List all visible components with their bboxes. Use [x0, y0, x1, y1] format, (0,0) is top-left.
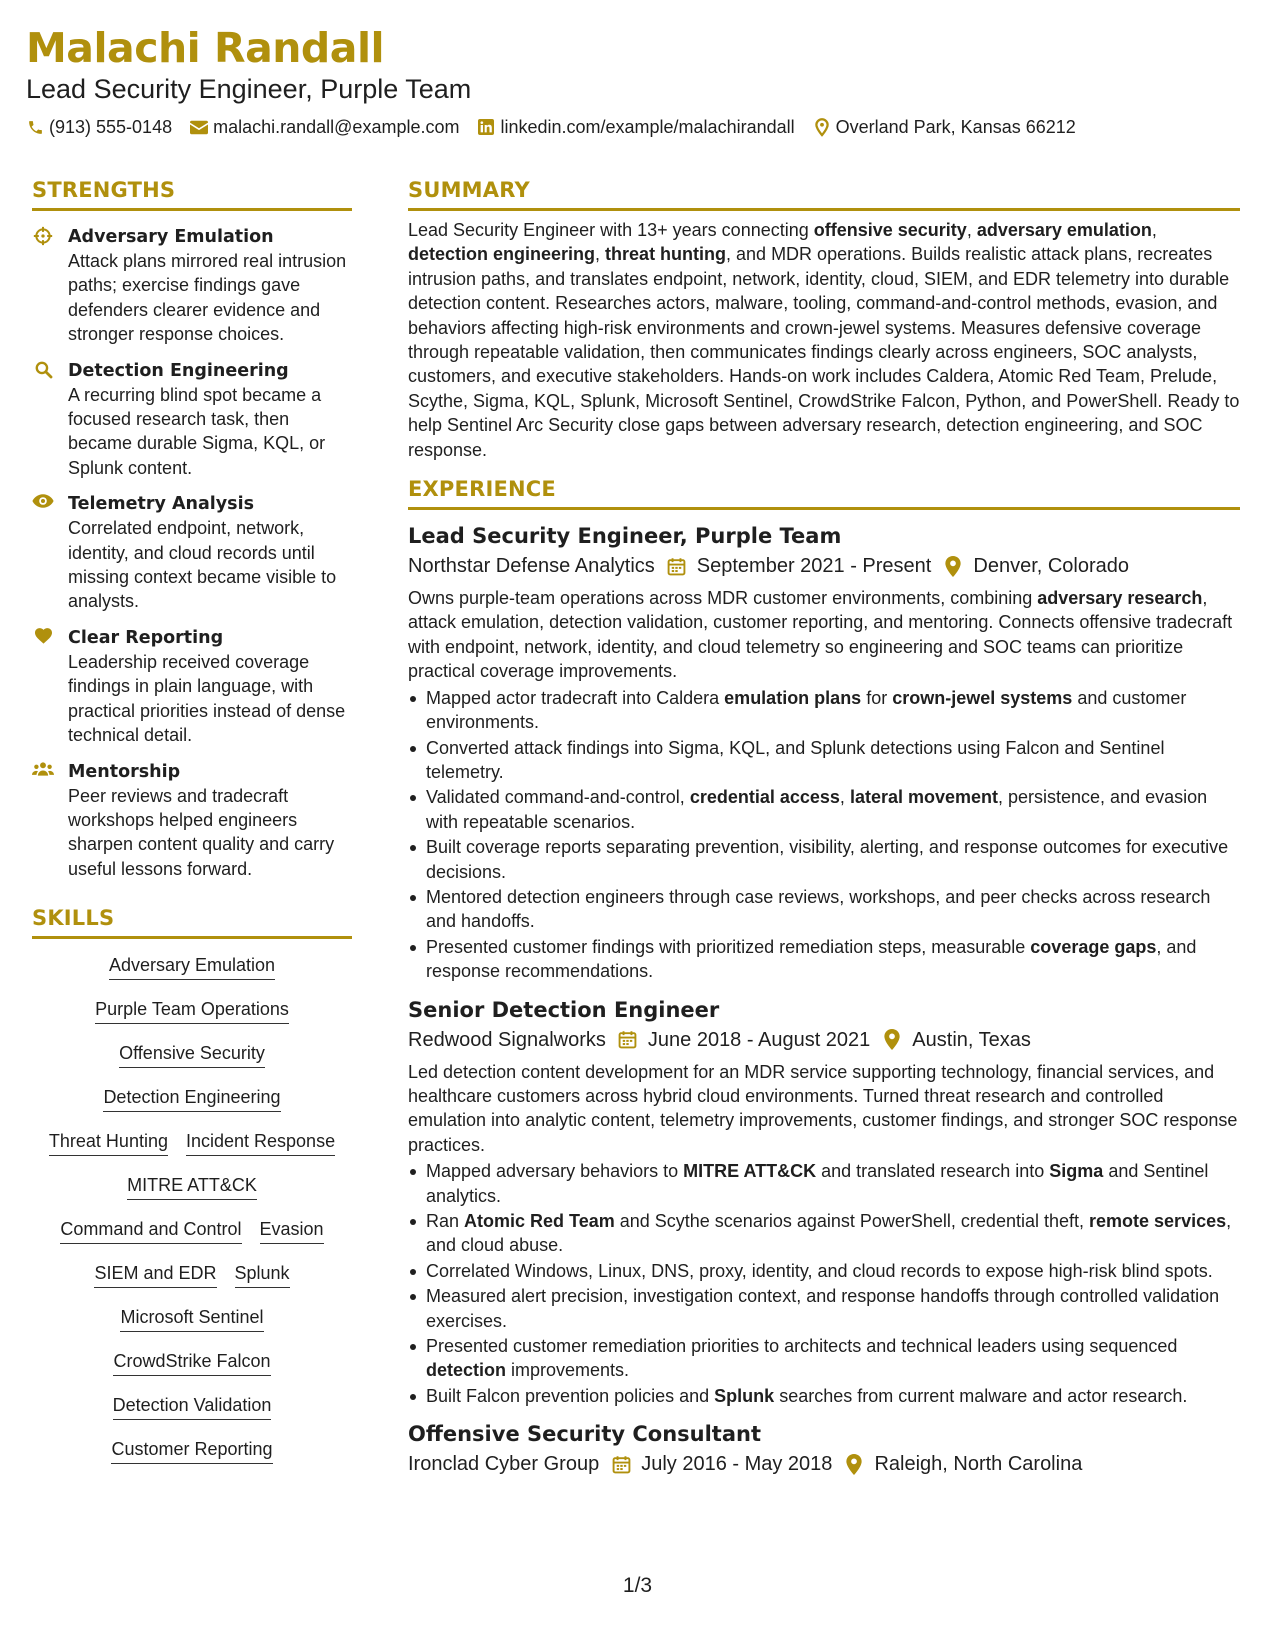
job-dates: July 2016 - May 2018 — [641, 1453, 833, 1476]
strength-description: Correlated endpoint, network, identity, and cloud records until missing context became visible to analysts. — [68, 518, 337, 612]
text-run: Correlated Windows, Linux, DNS, proxy, identity, and cloud records to expose high-risk blind spots. — [426, 1260, 1213, 1281]
text-run: Built coverage reports separating prevention, visibility, alerting, and response outcomes for executive decisions. — [426, 837, 1229, 882]
skill-row — [32, 1041, 352, 1068]
left-column — [32, 175, 352, 1481]
skill-tag: Evasion — [260, 1217, 324, 1244]
search-icon — [32, 360, 54, 382]
bullet-item — [408, 1384, 1240, 1408]
company-name: Northstar Defense Analytics — [408, 555, 655, 578]
job-location: Raleigh, North Carolina — [874, 1453, 1083, 1476]
strengths-list — [32, 225, 352, 881]
job-meta — [408, 552, 1240, 580]
skill-tag: Offensive Security — [119, 1041, 265, 1068]
strength-title: Mentorship — [68, 761, 181, 782]
map-pin-icon — [943, 556, 963, 576]
calendar-icon — [611, 1454, 631, 1474]
emphasized-text: MITRE ATT&CK — [683, 1161, 817, 1182]
summary-heading: SUMMARY — [408, 175, 1240, 211]
phone-icon — [26, 118, 44, 136]
summary-text — [408, 218, 1240, 462]
strength-item — [32, 359, 352, 481]
text-run: , attack emulation, detection validation, customer reporting, and mentoring. Connects offensive tradecraft with endpoint, network, identity, and cloud telemetry so engineering and SOC teams can prioritize practical coverage improvements. — [408, 588, 1233, 682]
text-run: Mapped adversary behaviors to — [426, 1161, 684, 1182]
job-description — [408, 586, 1240, 684]
text-run: and Sentinel analytics. — [426, 1161, 1209, 1206]
job-entry — [408, 1420, 1240, 1478]
text-run: and translated research into — [816, 1161, 1050, 1182]
emphasized-text: credential access — [689, 787, 840, 808]
strength-title: Telemetry Analysis — [68, 494, 254, 515]
job-entry — [408, 522, 1240, 984]
contact-linkedin[interactable] — [477, 116, 794, 138]
right-column — [408, 175, 1240, 1478]
job-meta — [408, 1026, 1240, 1054]
text-run: and Scythe scenarios against PowerShell, credential theft, — [614, 1211, 1090, 1231]
eye-icon — [32, 493, 54, 515]
company-name: Redwood Signalworks — [408, 1028, 606, 1051]
skill-tag: Incident Response — [186, 1129, 335, 1156]
skill-row — [32, 1173, 352, 1200]
map-pin-icon — [844, 1454, 864, 1474]
calendar-icon — [667, 556, 687, 576]
skill-tag: Adversary Emulation — [109, 953, 275, 980]
envelope-icon — [190, 118, 208, 136]
skill-tag: Purple Team Operations — [95, 997, 289, 1024]
map-pin-icon — [813, 118, 831, 136]
linkedin-link[interactable]: linkedin.com/example/malachirandall — [500, 117, 795, 137]
text-run: Mapped actor tradecraft into Caldera — [426, 687, 725, 708]
text-run: , — [595, 244, 606, 265]
bullet-item — [408, 1334, 1240, 1383]
contact-phone — [26, 116, 172, 138]
text-run: , — [966, 220, 977, 240]
skill-row — [32, 1085, 352, 1112]
text-run: , and MDR operations. Builds realistic attack plans, recreates intrusion paths, and translates endpoint, network, identity, cloud, SIEM, and EDR telemetry into durable detection content. Researches actors, malware, tooling, command-and-control methods, evasion, and behaviors affecting high-risk environments and crown-jewel systems. Measures defensive coverage through repeatable validation, then communicates findings clearly across engineers, SOC analysts, customers, and executive stakeholders. Hands-on work includes Caldera, Atomic Red Team, Prelude, Scythe, Sigma, KQL, Splunk, Microsoft Sentinel, CrowdStrike Falcon, Python, and PowerShell. Ready to help Sentinel Arc Security close gaps between adversary research, detection engineering, and SOC response. — [408, 244, 1240, 460]
skill-tag: SIEM and EDR — [94, 1261, 216, 1288]
skill-row — [32, 1393, 352, 1420]
skill-row — [32, 1437, 352, 1464]
candidate-role: Lead Security Engineer, Purple Team — [26, 74, 472, 104]
strength-description: A recurring blind spot became a focused research task, then became durable Sigma, KQL, or Splunk content. — [68, 384, 326, 478]
skill-tag: Detection Engineering — [103, 1085, 280, 1112]
strength-item — [32, 626, 352, 748]
strength-item — [32, 225, 352, 347]
strength-description: Attack plans mirrored real intrusion paths; exercise findings gave defenders clearer evidence and stronger response choices. — [68, 251, 347, 345]
resume-header — [26, 24, 1246, 138]
skill-tag: Splunk — [235, 1261, 290, 1288]
skill-tag: MITRE ATT&CK — [127, 1173, 257, 1200]
job-entry — [408, 996, 1240, 1409]
emphasized-text: adversary research — [1037, 588, 1203, 609]
strength-description: Leadership received coverage findings in plain language, with practical priorities instead of dense technical detail. — [68, 651, 346, 746]
job-dates: June 2018 - August 2021 — [647, 1028, 871, 1051]
company-name: Ironclad Cyber Group — [408, 1453, 600, 1476]
skill-tag: Command and Control — [60, 1217, 241, 1244]
emphasized-text: crown-jewel systems — [892, 687, 1073, 708]
calendar-icon — [618, 1030, 638, 1050]
text-run: , — [1151, 220, 1157, 240]
bullet-item — [408, 1159, 1240, 1208]
emphasized-text: emulation plans — [724, 687, 862, 708]
contact-location — [813, 116, 1076, 138]
job-title: Offensive Security Consultant — [408, 1422, 761, 1447]
skill-row — [32, 1129, 352, 1156]
text-run: Lead Security Engineer with 13+ years connecting — [408, 220, 814, 240]
strength-item — [32, 492, 352, 614]
skill-row — [32, 1217, 352, 1244]
crosshair-icon — [32, 226, 54, 248]
bullet-item — [408, 885, 1240, 934]
emphasized-text: detection engineering — [408, 244, 596, 265]
text-run: Validated command-and-control, — [426, 787, 690, 808]
emphasized-text: remote services — [1089, 1211, 1227, 1231]
emphasized-text: Splunk — [714, 1385, 775, 1406]
emphasized-text: threat hunting — [605, 244, 727, 265]
strength-title: Clear Reporting — [68, 627, 224, 648]
emphasized-text: Atomic Red Team — [464, 1211, 615, 1231]
bullet-item — [408, 935, 1240, 984]
skill-row — [32, 1349, 352, 1376]
skills-list — [32, 953, 352, 1464]
job-location: Denver, Colorado — [973, 555, 1130, 578]
phone-text: (913) 555-0148 — [49, 117, 173, 137]
email-link[interactable]: malachi.randall@example.com — [213, 117, 460, 137]
location-text: Overland Park, Kansas 66212 — [835, 117, 1076, 137]
emphasized-text: offensive security — [813, 220, 967, 240]
users-icon — [32, 761, 54, 783]
contact-bar — [26, 116, 1246, 138]
text-run: Measured alert precision, investigation context, and response handoffs through controlled validation exercises. — [426, 1286, 1220, 1331]
skill-tag: Customer Reporting — [111, 1437, 272, 1464]
text-run: Presented customer remediation priorities to architects and technical leaders using sequenced — [426, 1336, 1178, 1357]
bullet-item — [408, 1284, 1240, 1333]
skill-tag: CrowdStrike Falcon — [113, 1349, 270, 1376]
bullet-item — [408, 1209, 1240, 1258]
skill-tag: Threat Hunting — [49, 1129, 168, 1156]
emphasized-text: Sigma — [1049, 1161, 1104, 1182]
job-description — [408, 1060, 1240, 1158]
text-run: Presented customer findings with prioritized remediation steps, measurable — [426, 936, 1031, 957]
text-run: Converted attack findings into Sigma, KQL, and Splunk detections using Falcon and Sentinel telemetry. — [426, 737, 1165, 782]
text-run: Owns purple-team operations across MDR customer environments, combining — [408, 588, 1038, 609]
text-run: improvements. — [506, 1360, 630, 1381]
text-run: , — [839, 787, 850, 808]
emphasized-text: coverage gaps — [1030, 936, 1157, 957]
strengths-heading: STRENGTHS — [32, 175, 352, 211]
bullet-item — [408, 835, 1240, 884]
bullet-item — [408, 686, 1240, 735]
text-run: , and cloud abuse. — [426, 1211, 1232, 1256]
strength-title: Detection Engineering — [68, 360, 289, 381]
map-pin-icon — [882, 1030, 902, 1050]
emphasized-text: adversary emulation — [976, 220, 1152, 240]
text-run: and customer environments. — [426, 687, 1187, 733]
text-run: , persistence, and evasion with repeatable scenarios. — [426, 787, 1208, 832]
job-title: Senior Detection Engineer — [408, 997, 720, 1022]
skill-row — [32, 1261, 352, 1288]
contact-email[interactable] — [190, 116, 459, 138]
text-run: , and response recommendations. — [426, 936, 1197, 982]
bullet-item — [408, 785, 1240, 834]
jobs-list — [408, 522, 1240, 1478]
emphasized-text: lateral movement — [849, 787, 998, 808]
strength-item — [32, 760, 352, 882]
experience-heading: EXPERIENCE — [408, 474, 1240, 510]
text-run: Built Falcon prevention policies and — [426, 1385, 715, 1406]
candidate-name: Malachi Randall — [26, 24, 385, 72]
text-run: Ran — [426, 1211, 465, 1231]
job-bullets — [408, 686, 1240, 984]
bullet-item — [408, 736, 1240, 785]
text-run: searches from current malware and actor research. — [774, 1385, 1188, 1406]
text-run: Led detection content development for an MDR service supporting technology, financial services, and healthcare customers across hybrid cloud environments. Turned threat research and controlled emulation into analytic content, telemetry improvements, customer findings, and stronger SOC response practices. — [408, 1061, 1238, 1155]
job-title: Lead Security Engineer, Purple Team — [408, 524, 842, 549]
skills-heading: SKILLS — [32, 903, 352, 939]
skill-row — [32, 953, 352, 980]
skill-row — [32, 1305, 352, 1332]
skill-row — [32, 997, 352, 1024]
job-bullets — [408, 1159, 1240, 1408]
job-dates: September 2021 - Present — [696, 555, 932, 578]
page-number: 1/3 — [622, 1574, 653, 1597]
text-run: for — [861, 687, 893, 708]
skill-tag: Detection Validation — [113, 1393, 272, 1420]
job-meta — [408, 1450, 1240, 1478]
job-location: Austin, Texas — [912, 1028, 1031, 1051]
linkedin-icon — [477, 118, 495, 136]
emphasized-text: detection — [426, 1360, 507, 1381]
skill-tag: Microsoft Sentinel — [120, 1305, 263, 1332]
heart-icon — [32, 627, 54, 649]
text-run: Mentored detection engineers through case reviews, workshops, and peer checks across research and handoffs. — [426, 886, 1211, 932]
strength-description: Peer reviews and tradecraft workshops helped engineers sharpen content quality and carry useful lessons forward. — [68, 785, 335, 879]
bullet-item — [408, 1259, 1240, 1283]
strength-title: Adversary Emulation — [68, 227, 274, 247]
